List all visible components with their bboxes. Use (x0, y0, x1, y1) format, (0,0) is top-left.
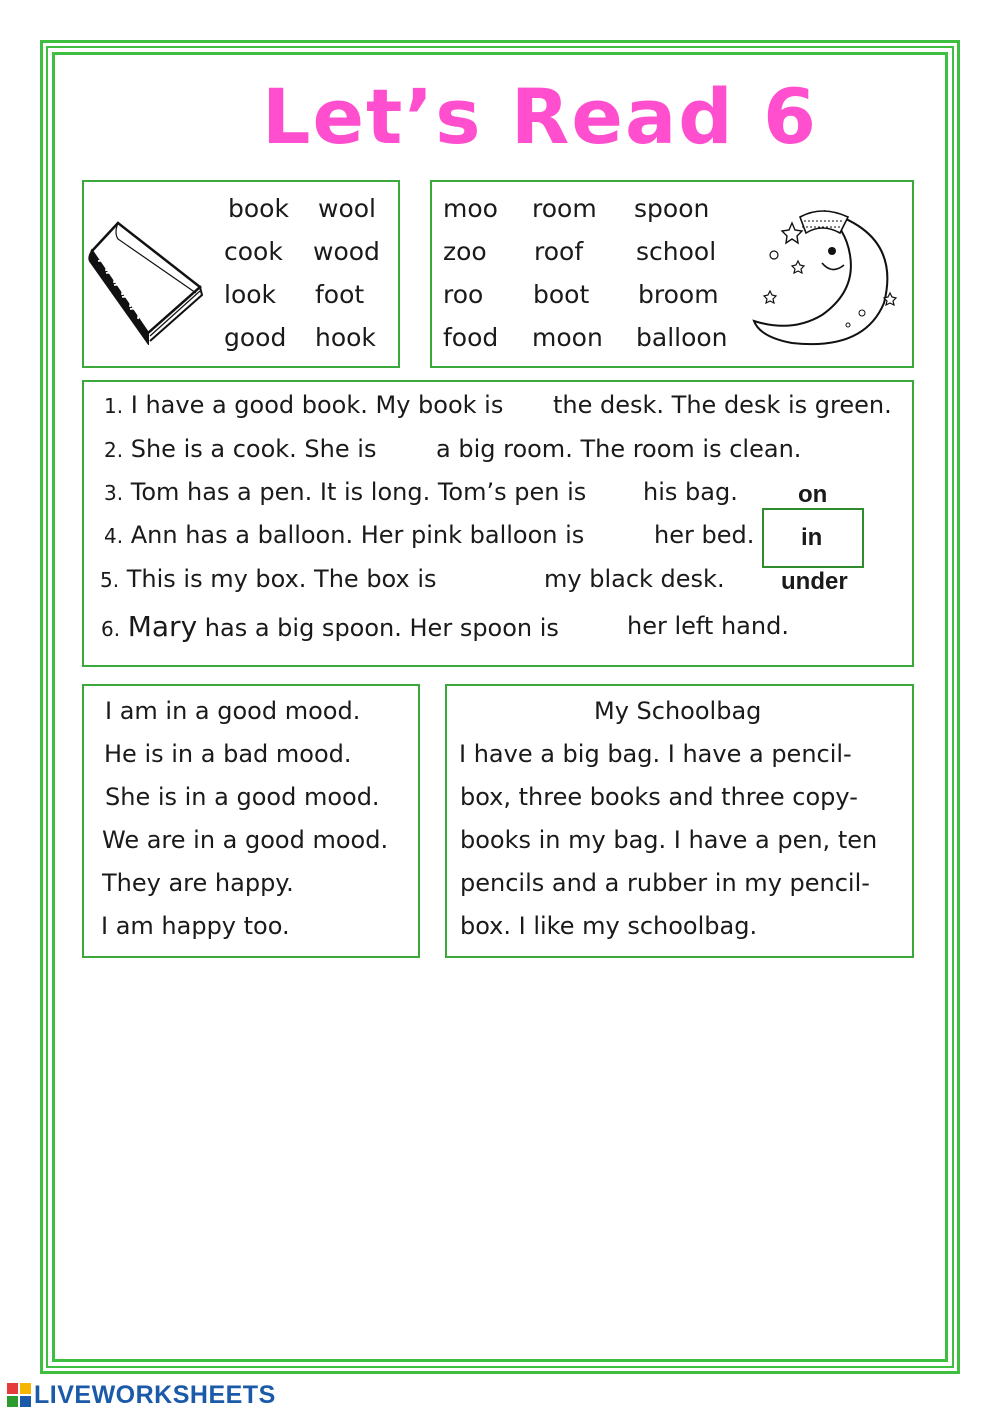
sentence-1 (104, 391, 503, 419)
sentence-6-after: her left hand. (627, 612, 789, 640)
sentence-number: 5. (100, 568, 120, 592)
schoolbag-line: books in my bag. I have a pen, ten (460, 826, 878, 854)
mood-line: They are happy. (102, 869, 294, 897)
word-foot: foot (315, 280, 365, 309)
sentence-text-before: Tom has a pen. It is long. Tom’s pen is (130, 478, 587, 506)
brand-name: LIVEWORKSHEETS (34, 1380, 276, 1409)
mood-line: I am happy too. (101, 912, 290, 940)
mood-line: We are in a good mood. (102, 826, 389, 854)
word-roof: roof (534, 237, 584, 266)
sentence-3-after: his bag. (643, 478, 738, 506)
word-zoo: zoo (443, 237, 487, 266)
schoolbag-line: I have a big bag. I have a pencil- (459, 740, 852, 768)
book-illustration (88, 215, 212, 345)
word-spoon: spoon (634, 194, 710, 223)
answer-under[interactable]: under (781, 568, 848, 595)
sentence-1-after: the desk. The desk is green. (553, 391, 892, 419)
sentence-name: Mary (127, 610, 198, 643)
word-wool: wool (318, 194, 376, 223)
mood-line: She is in a good mood. (105, 783, 380, 811)
sentence-3 (104, 478, 586, 506)
sentence-text-before: This is my box. The box is (126, 565, 437, 593)
moon-illustration (752, 203, 902, 353)
sentence-5 (100, 565, 437, 593)
word-good: good (224, 323, 287, 352)
sentence-4 (104, 521, 584, 549)
sentence-text-before: Ann has a balloon. Her pink balloon is (130, 521, 585, 549)
sentence-number: 2. (104, 438, 124, 462)
word-food: food (443, 323, 499, 352)
word-hook: hook (315, 323, 376, 352)
sentence-6 (101, 610, 559, 643)
word-school: school (636, 237, 717, 266)
answer-on[interactable]: on (798, 481, 828, 508)
schoolbag-title: My Schoolbag (594, 697, 762, 725)
page-title: Let’s Read 6 (262, 72, 818, 161)
sentence-5-after: my black desk. (544, 565, 725, 593)
word-boot: boot (533, 280, 590, 309)
schoolbag-line: box, three books and three copy- (460, 783, 858, 811)
schoolbag-line: pencils and a rubber in my pencil- (460, 869, 870, 897)
sentence-2 (104, 435, 376, 463)
sentence-2-after: a big room. The room is clean. (436, 435, 802, 463)
schoolbag-line: box. I like my schoolbag. (460, 912, 758, 940)
mood-line: He is in a bad mood. (104, 740, 352, 768)
word-cook: cook (224, 237, 283, 266)
word-room: room (532, 194, 597, 223)
word-wood: wood (313, 237, 380, 266)
liveworksheets-logo[interactable] (6, 1382, 276, 1408)
word-broom: broom (638, 280, 719, 309)
sentence-number: 1. (104, 394, 124, 418)
sentence-number: 3. (104, 481, 124, 505)
sentence-number: 4. (104, 524, 124, 548)
word-moon: moon (532, 323, 603, 352)
word-roo: roo (443, 280, 484, 309)
mood-line: I am in a good mood. (105, 697, 361, 725)
word-look: look (224, 280, 277, 309)
sentence-text-before: She is a cook. She is (130, 435, 377, 463)
word-moo: moo (443, 194, 498, 223)
answer-in[interactable]: in (801, 524, 823, 551)
word-balloon: balloon (636, 323, 728, 352)
sentence-text-before: I have a good book. My book is (130, 391, 504, 419)
sentence-number: 6. (101, 617, 121, 641)
word-book: book (228, 194, 289, 223)
logo-mark-icon (6, 1382, 32, 1408)
sentence-text-before: has a big spoon. Her spoon is (204, 614, 559, 642)
sentence-4-after: her bed. (654, 521, 755, 549)
